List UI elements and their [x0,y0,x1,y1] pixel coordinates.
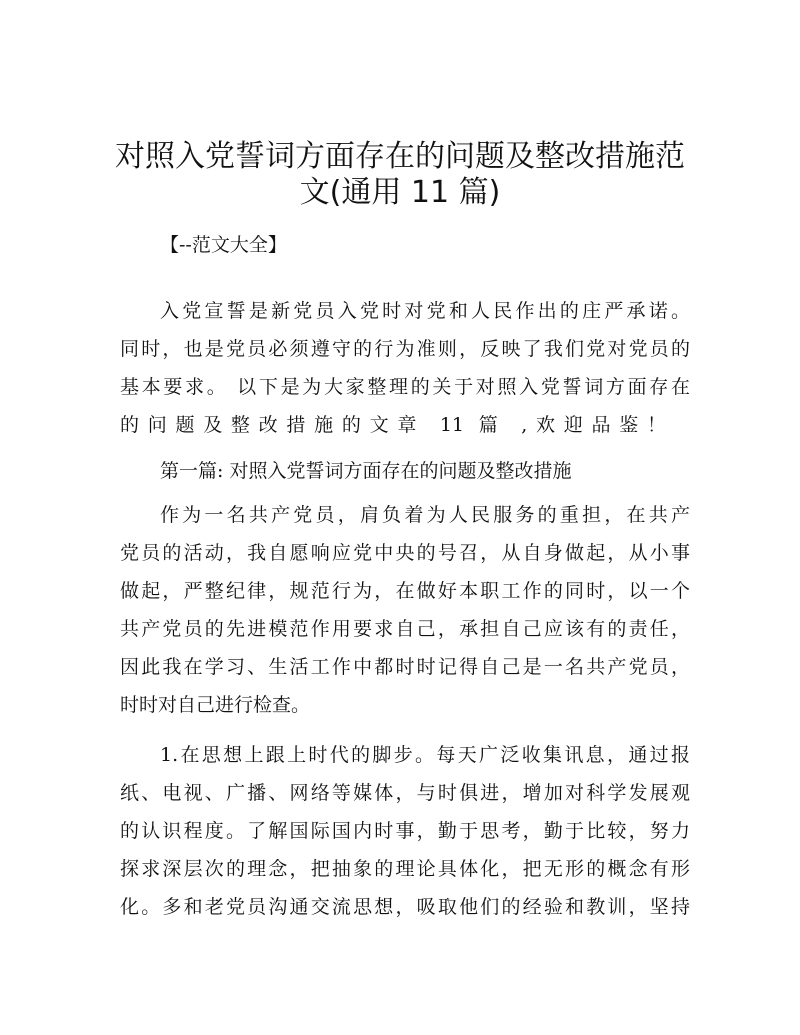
para2-line-4: 探求深层次的理念，把抽象的理论具体化，把无形的概念有形 [120,858,690,880]
para1-line-5: 因此我在学习、生活工作中都时时记得自己是一名共产党员， [120,656,690,678]
para1-line-3: 做起，严整纪律，规范行为，在做好本职工作的同时，以一个 [120,580,690,602]
document-title-line-1: 对照入党誓词方面存在的问题及整改措施范 [115,139,685,174]
intro-line-2: 同时，也是党员必须遵守的行为准则，反映了我们党对党员的 [120,338,690,360]
section-heading: 第一篇: 对照入党誓词方面存在的问题及整改措施 [160,460,572,482]
para2-line-2: 纸、电视、广播、网络等媒体，与时俱进，增加对科学发展观 [120,782,690,804]
para2-line-1: 1.在思想上跟上时代的脚步。每天广泛收集讯息，通过报 [160,744,690,766]
para2-line-3: 的认识程度。了解国际国内时事，勤于思考，勤于比较，努力 [120,820,690,842]
para1-line-1: 作为一名共产党员，肩负着为人民服务的重担，在共产 [160,504,690,526]
intro-line-3: 基本要求。 以下是为大家整理的关于对照入党誓词方面存在 [120,376,690,398]
para1-line-2: 党员的活动，我自愿响应党中央的号召，从自身做起，从小事 [120,542,690,564]
para2-line-5: 化。多和老党员沟通交流思想，吸取他们的经验和教训，坚持 [120,896,690,918]
intro-line-1: 入党宣誓是新党员入党时对党和人民作出的庄严承诺。 [160,300,690,322]
intro-line-4: 的问题及整改措施的文章 11 篇 ,欢迎品鉴！ [120,414,666,436]
category-tag: 【--范文大全】 [160,234,287,256]
document-title-line-2: 文(通用 11 篇) [299,175,501,210]
para1-line-4: 共产党员的先进模范作用要求自己，承担自己应该有的责任， [120,618,690,640]
para1-line-6: 时时对自己进行检查。 [120,694,311,716]
